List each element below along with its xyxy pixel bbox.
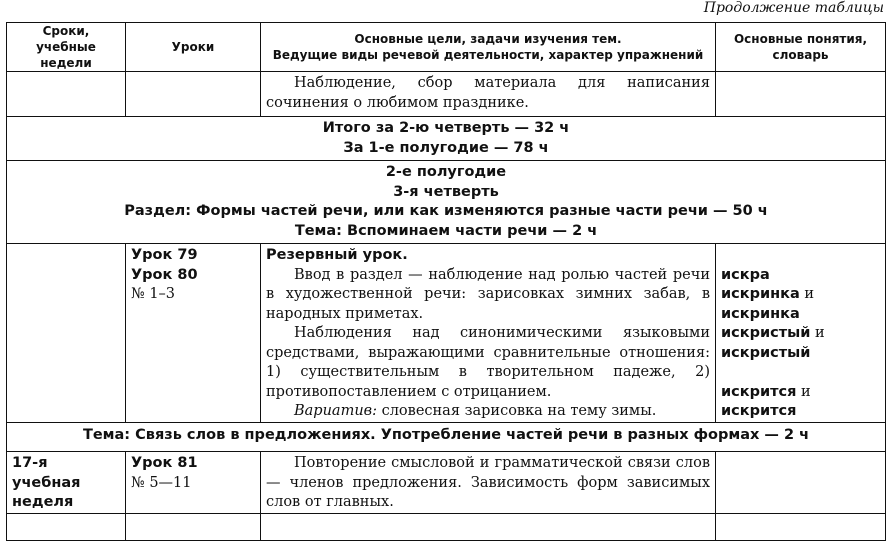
- summary-quarter: Итого за 2-ю четверть — 32 ч: [322, 120, 570, 136]
- header-goals: [261, 23, 716, 72]
- continued-label: Продолжение таблицы: [703, 0, 884, 16]
- section-title: Раздел: Формы частей речи, или как изменяются разные части речи — 50 ч: [124, 203, 768, 219]
- header-goals-line1: Основные цели, задачи изучения тем.: [354, 32, 622, 46]
- vocab-word: искрится: [721, 383, 797, 400]
- table-row-theme-2: [7, 422, 886, 452]
- lesson-80-exercises: № 1–3: [131, 286, 176, 302]
- vocab-word: искра: [721, 266, 770, 283]
- vocabulary-cell: [716, 244, 886, 423]
- curriculum-table: [6, 22, 886, 541]
- vocab-word: искрится: [721, 403, 797, 419]
- week-17: 17-я учебная неделя: [7, 452, 126, 514]
- variative-text: словесная зарисовка на тему зимы.: [376, 403, 657, 419]
- variative-line: [266, 402, 710, 422]
- observation-text: Наблюдение, сбор материала для написания сочинения о любимом празднике.: [261, 72, 716, 117]
- header-lessons: Уроки: [126, 23, 261, 72]
- lesson-79-paragraph-2: Наблюдения над синонимическими языковыми средствами, выражающими сравнительные отношения: 1) существительным в творительном падеже, 2) противопоставлением с отрицанием.: [266, 325, 710, 400]
- header-goals-line2: Ведущие виды речевой деятельности, характер упражнений: [272, 48, 704, 62]
- vocab-conjunction: и: [796, 383, 811, 400]
- lesson-81-exercises: № 5—11: [131, 474, 192, 491]
- section-quarter: 3-я четверть: [393, 183, 499, 200]
- table-row-lesson-79-80: [7, 244, 886, 423]
- theme-2-title: Тема: Связь слов в предложениях. Употребление частей речи в разных формах — 2 ч: [7, 422, 886, 452]
- lesson-79: Урок 79: [131, 247, 198, 263]
- vocab-word: искринка: [721, 305, 800, 322]
- lesson-81: Урок 81: [131, 455, 198, 471]
- vocab-word: искристый: [721, 325, 811, 341]
- table-row-section: [7, 161, 886, 244]
- lesson-81-text: Повторение смысловой и грамматической связи слов — членов предложения. Зависимость форм зависимых слов от главных.: [261, 452, 716, 514]
- header-concepts: Основные понятия, словарь: [716, 23, 886, 72]
- table-header-row: [7, 23, 886, 72]
- vocab-conjunction: и: [799, 286, 815, 302]
- reserve-lesson-title: Резервный урок.: [266, 247, 408, 263]
- variative-label: Вариатив:: [294, 403, 377, 419]
- table-row-lesson-81: [7, 452, 886, 514]
- section-theme: Тема: Вспоминаем части речи — 2 ч: [294, 222, 598, 239]
- table-row-observation: [7, 72, 886, 117]
- lesson-79-paragraph-1: Ввод в раздел — наблюдение над ролью частей речи в художественной речи: зарисовках зимних забав, в народных приметах.: [266, 266, 710, 322]
- table-row-continuation: [7, 513, 886, 540]
- vocab-word: искристый: [721, 344, 811, 361]
- vocab-conjunction: и: [810, 325, 825, 341]
- section-half-year: 2-е полугодие: [385, 164, 507, 180]
- table-row-summary: [7, 117, 886, 161]
- header-terms: Сроки, учебные недели: [7, 23, 126, 72]
- vocab-word: искринка: [721, 286, 800, 302]
- lesson-80: Урок 80: [131, 266, 198, 283]
- summary-half: За 1-е полугодие — 78 ч: [343, 139, 549, 156]
